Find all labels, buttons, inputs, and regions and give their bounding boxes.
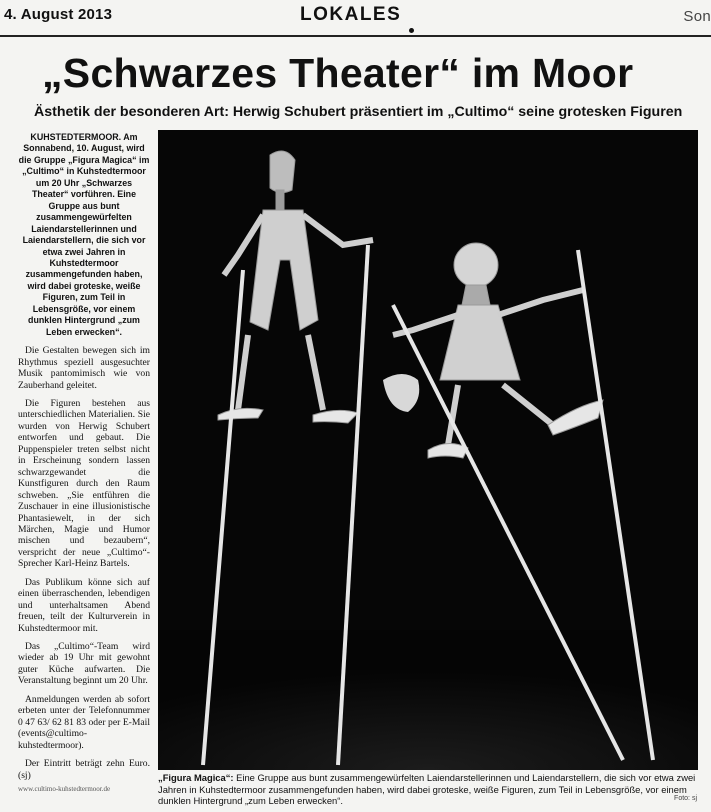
caption-label: „Figura Magica“:	[158, 772, 234, 783]
body-paragraph: Die Figuren bestehen aus unterschiedlichen Materialien. Sie wurden von Herwig Schubert entworfen und gebaut. Die Puppenspieler treten selbst nicht in Erscheinung sondern lassen schwarzgewandet die Kunstfiguren durch den Raum schweben. „Sie entführen die Zuschauer in eine illusionistische Phantasiewelt, in der sich Märchen, Magie und Humor mischen und bezaubern“, verspricht der neue „Cultimo“-Sprecher Karl-Heinz Bartels.	[18, 397, 150, 570]
photo-credit: Foto: sj	[674, 795, 697, 802]
section-dot	[409, 28, 414, 33]
lead-text: Am Sonnabend, 10. August, wird die Gruppe „Figura Magica“ im „Cultimo“ in Kuhstedtermoor um 20 Uhr „Schwarzes Theater“ vorführen. Eine Gruppe aus bunt zusammengewürfelten Laiendarstellerinnen und Laiendarstellern, die sich vor etwa zwei Jahren in Kuhstedtermoor zusammengefunden haben, wird dabei groteske, weiße Figuren, zum Teil in Lebensgröße, vor einem dunklen Hintergrund „zum Leben erwecken“.	[18, 132, 150, 337]
section-title: LOKALES	[300, 4, 402, 25]
headline: „Schwarzes Theater“ im Moor	[42, 50, 634, 96]
footer-url: www.cultimo-kuhstedtermoor.de	[18, 785, 111, 794]
body-paragraph: Die Gestalten bewegen sich im Rhythmus speziell ausgesuchter Musik pantomimisch wie von Zauberhand geleitet.	[18, 345, 150, 391]
body-paragraph: Anmeldungen werden ab sofort erbeten unter der Telefonnummer 0 47 63/ 62 81 83 oder per E-Mail (events@cultimo-kuhstedtermoor).	[18, 693, 150, 751]
body-paragraph: Das „Cultimo“-Team wird wieder ab 19 Uhr mit gewohnt guter Küche aufwarten. Die Veranstaltung beginnt um 20 Uhr.	[18, 641, 150, 687]
photo-caption	[158, 772, 703, 807]
header-rule	[0, 35, 711, 37]
body-paragraph: Der Eintritt beträgt zehn Euro. (sj)	[18, 758, 150, 781]
subheadline: Ästhetik der besonderen Art: Herwig Schubert präsentiert im „Cultimo“ seine grotesken Figuren	[34, 104, 683, 120]
photo-illustration	[158, 130, 698, 770]
photo	[158, 130, 698, 770]
header-date: 4. August 2013	[4, 6, 113, 23]
dateline: KUHSTEDTERMOOR.	[30, 132, 122, 142]
lead-paragraph	[18, 132, 150, 338]
article-column	[18, 132, 150, 802]
caption-text: Eine Gruppe aus bunt zusammengewürfelten Laiendarstellerinnen und Laiendarstellern, die sich vor etwa zwei Jahren in Kuhstedtermoor zusammengefunden haben, wird dabei groteske, weiße Figuren, zum Teil in Lebensgröße, vor einem dunklen Hintergrund „zum Leben erwecken“.	[158, 772, 696, 806]
header-right-fragment: Son	[683, 8, 711, 25]
body-paragraph: Das Publikum könne sich auf einen überraschenden, lebendigen und unterhaltsamen Abend freuen, teilt der Kulturverein in Kuhstedtermoor mit.	[18, 576, 150, 634]
